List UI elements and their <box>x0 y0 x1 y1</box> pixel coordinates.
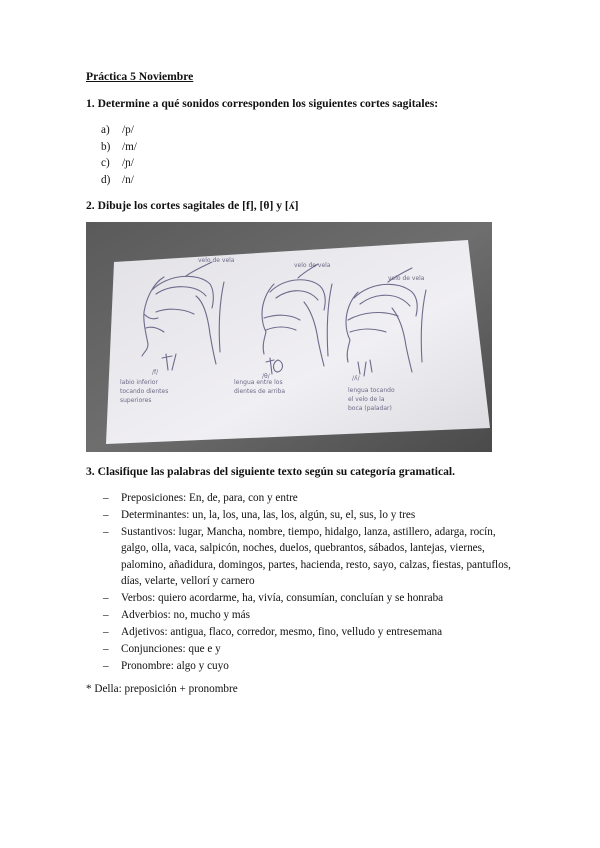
list-item <box>103 524 513 590</box>
category-text: Adverbios: no, mucho y más <box>121 609 250 622</box>
category-text: Verbos: quiero acordarme, ha, vivía, consumían, concluían y se honraba <box>121 592 444 605</box>
bullet-dash: – <box>103 642 109 655</box>
list-item <box>103 607 513 624</box>
bullet-dash: – <box>103 659 109 672</box>
list-item <box>103 590 513 607</box>
list-item <box>103 490 513 507</box>
question-3: 3. Clasifique las palabras del siguiente texto según su categoría gramatical. <box>86 465 456 478</box>
bullet-dash: – <box>103 592 109 605</box>
category-text: Conjunciones: que e y <box>121 642 221 655</box>
drawing-caption: tocando dientes <box>120 388 169 395</box>
option-letter: b) <box>101 140 111 153</box>
option-letter: a) <box>101 124 110 136</box>
list-item <box>103 624 513 641</box>
bullet-dash: – <box>103 508 109 521</box>
bullet-dash: – <box>103 492 109 504</box>
question-1: 1. Determine a qué sonidos corresponden los siguientes cortes sagitales: <box>86 97 439 110</box>
drawing-top-note: velo de vela <box>198 257 235 264</box>
drawing-top-note: velo de vela <box>388 275 425 282</box>
bullet-dash: – <box>103 625 109 638</box>
page-title: Práctica 5 Noviembre <box>86 70 194 83</box>
list-item <box>103 507 513 524</box>
category-list <box>103 490 513 675</box>
drawing-label: /f/ <box>152 369 159 376</box>
question-1-options <box>101 122 137 188</box>
drawing-caption: lengua tocando <box>348 387 395 394</box>
footnote: * Della: preposición + pronombre <box>86 683 238 695</box>
option-c <box>101 155 137 172</box>
option-value: /n/ <box>122 173 134 186</box>
drawing-caption: lengua entre los <box>234 379 283 386</box>
drawing-caption: boca (paladar) <box>348 405 392 412</box>
bullet-dash: – <box>103 609 109 622</box>
category-text: Pronombre: algo y cuyo <box>121 659 229 672</box>
category-text: Adjetivos: antigua, flaco, corredor, mesmo, fino, velludo y entresemana <box>121 625 443 638</box>
option-b <box>101 139 137 156</box>
option-a <box>101 122 137 139</box>
drawing-caption: el velo de la <box>348 396 385 403</box>
category-text: Sustantivos: lugar, Mancha, nombre, tiempo, hidalgo, lanza, astillero, adarga, rocín, galgo, olla, vaca, salpicón, noches, duelos, quebrantos, sábados, lantejas, viernes, palomino, añadidura, domingos, partes, hacienda, resto, sayo, calzas, fiestas, pantuflos, días, velarte, vellorí y carnero <box>121 525 511 588</box>
drawing-label: /ʎ/ <box>352 375 360 382</box>
drawing-label: /θ/ <box>262 373 270 380</box>
list-item <box>103 658 513 675</box>
category-text: Preposiciones: En, de, para, con y entre <box>121 492 298 504</box>
option-letter: c) <box>101 157 110 169</box>
option-value: /p/ <box>122 124 134 136</box>
drawing-caption: dientes de arriba <box>234 388 286 395</box>
option-value: /ɲ/ <box>122 157 134 169</box>
option-d <box>101 172 137 189</box>
list-item <box>103 641 513 658</box>
bullet-dash: – <box>103 525 109 538</box>
drawing-top-note: velo de vela <box>294 262 331 269</box>
drawing-caption: superiores <box>120 397 152 404</box>
question-2: 2. Dibuje los cortes sagitales de [f], [θ] y [ʎ] <box>86 199 299 212</box>
drawing-caption: labio inferior <box>120 379 158 386</box>
sagittal-drawings-photo <box>86 222 492 452</box>
category-text: Determinantes: un, la, los, una, las, los, algún, su, el, sus, lo y tres <box>121 508 416 521</box>
option-letter: d) <box>101 173 111 186</box>
option-value: /m/ <box>122 140 137 153</box>
